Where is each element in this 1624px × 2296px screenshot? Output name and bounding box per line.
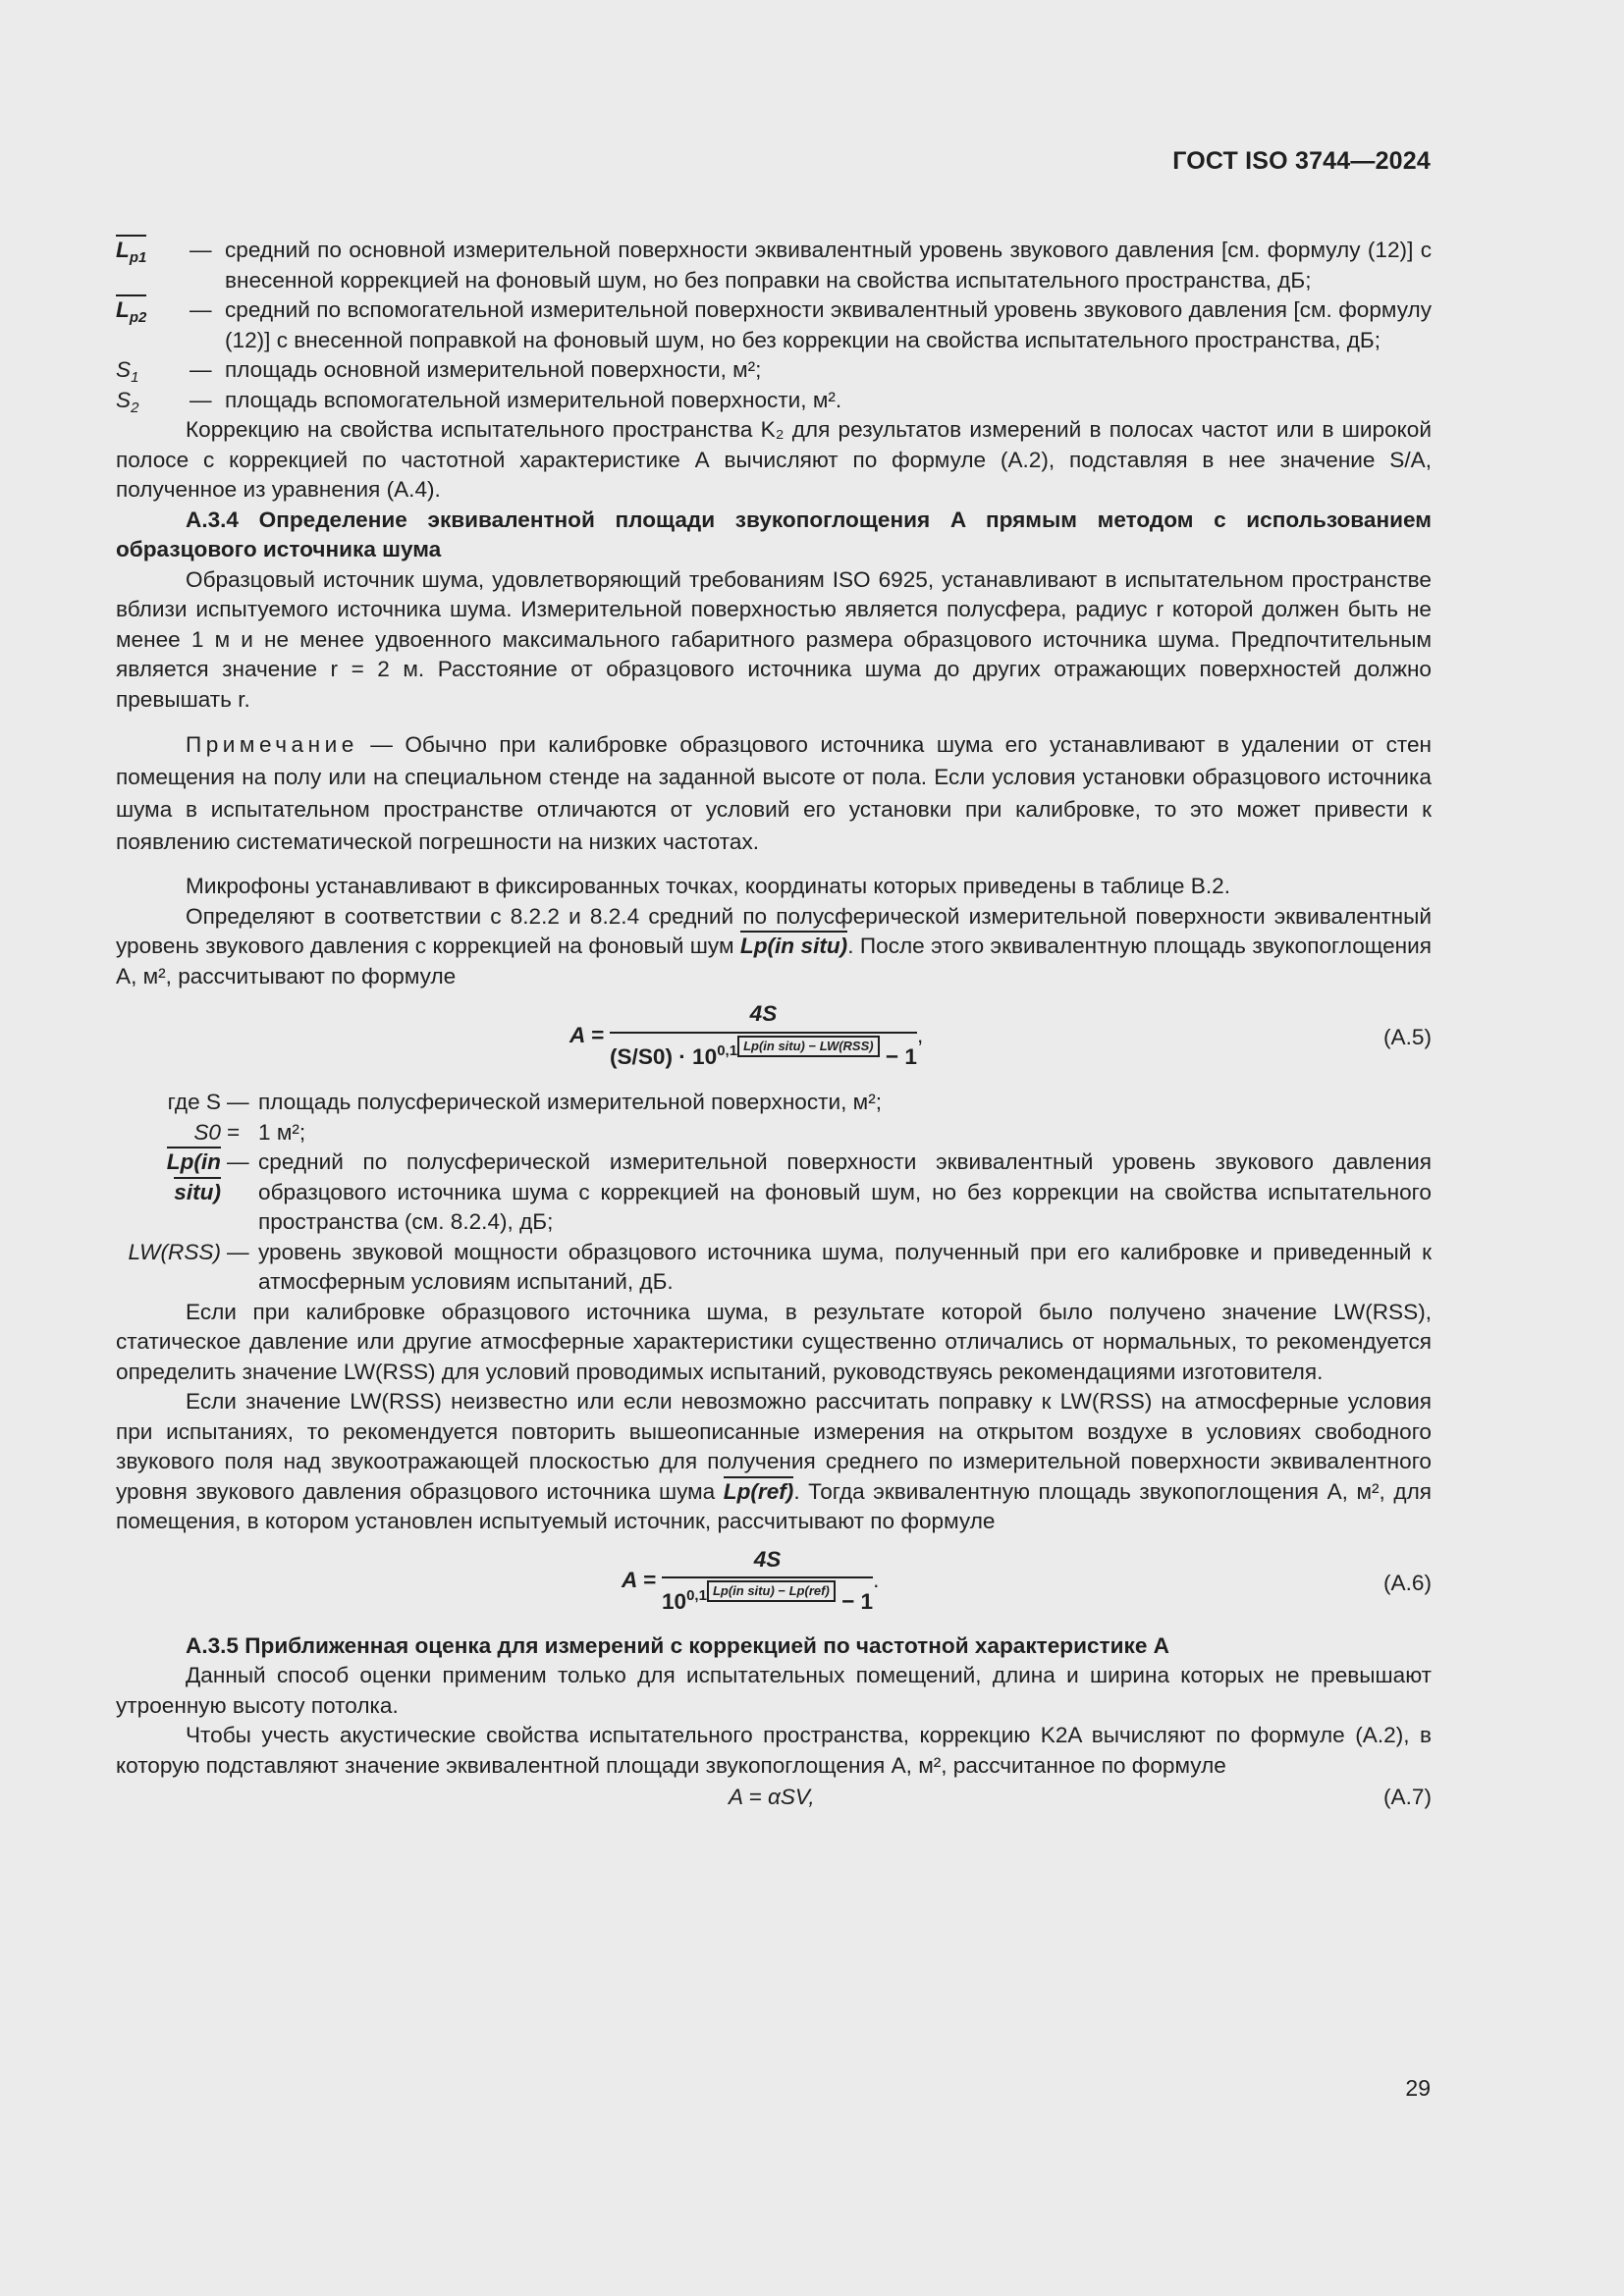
paragraph: Образцовый источник шума, удовлетворяющий требованиям ISO 6925, устанавливают в испытательном пространстве вблизи испытуемого источника шума. Измерительной поверхностью является полусфера, радиус r которой должен быть не менее 1 м и не менее удвоенного максимального габаритного размера образцового источника шума. Предпочтительным является значение r = 2 м. Расстояние от образцового источника шума до других отражающих поверхностей должно превышать r. (116, 566, 1432, 712)
paragraph: Определяют в соответствии с 8.2.2 и 8.2.4 средний по полусферической измерительной поверхности эквивалентный уровень звукового давления с коррекцией на фоновый шум Lp(in situ). После этого эквивалентную площадь звукопоглощения A, м², рассчитывают по формуле (116, 903, 1432, 988)
definition-row: S0 = 1 м²; (116, 1118, 1432, 1148)
symbol: Lp(in situ) (740, 931, 847, 958)
definition-text: площадь вспомогательной измерительной поверхности, м². (225, 387, 842, 412)
symbol: $S_2$ (116, 387, 139, 416)
symbol: $L_{p2}$ (116, 295, 189, 355)
section-heading: А.3.4 Определение эквивалентной площади звукопоглощения A прямым методом с использованием образцового источника шума (116, 507, 1432, 561)
note-text: — Обычно при калибровке образцового источника шума его устанавливают в удалении от стен помещения на полу или на специальном стенде на заданной высоте от пола. Если условия установки образцового источника шума в испытательном пространстве отличаются от условий его установки при калибровке, то это может привести к появлению систематической погрешности на низких частотах. (116, 732, 1432, 854)
paragraph: Чтобы учесть акустические свойства испытательного пространства, коррекцию K2A вычисляют по формуле (А.2), в которую подставляют значение эквивалентной площади звукопоглощения A, м², рассчитанное по формуле (116, 1723, 1432, 1778)
page-number: 29 (1405, 2075, 1431, 2101)
formula-number: (А.5) (1383, 1025, 1432, 1049)
page-header: ГОСТ ISO 3744—2024 (1172, 147, 1431, 175)
symbol: где S (167, 1090, 221, 1114)
note (116, 728, 1432, 858)
note-label: Примечание (186, 732, 358, 757)
definition-row: $L_{p2}$ — средний по вспомогательной измерительной поверхности эквивалентный уровень звукового давления [см. формулу (12)] с внесенной поправкой на фоновый шум, но без коррекции на свойства испытательного пространства, дБ; (116, 295, 1432, 355)
symbol: $S_1$ (116, 357, 139, 386)
symbol: Lp(ref) (724, 1476, 794, 1504)
definition-row: где S — площадь полусферической измерительной поверхности, м²; (116, 1088, 1432, 1118)
symbol: LW(RSS) (128, 1239, 221, 1264)
paragraph: Если значение LW(RSS) неизвестно или если невозможно рассчитать поправку к LW(RSS) на атмосферные условия при испытаниях, то рекомендуется повторить вышеописанные измерения на открытом воздухе в условиях свободного звукового поля над звукоотражающей плоскостью для получения среднего по измерительной поверхности эквивалентного уровня звукового давления образцового источника шума Lp(ref). Тогда эквивалентную площадь звукопоглощения A, м², для помещения, в котором установлен испытуемый источник, рассчитывают по формуле (116, 1389, 1432, 1533)
definition-row: Lp(in situ) — средний по полусферической измерительной поверхности эквивалентный уровень звукового давления образцового источника шума с коррекцией на фоновый шум, но без коррекции на свойства испытательного пространства (см. 8.2.4), дБ; (116, 1148, 1432, 1238)
page-content (116, 236, 1432, 1816)
formula-number: (А.6) (1383, 1570, 1432, 1595)
formula-number: (А.7) (1383, 1785, 1432, 1809)
formula-a5: A = $\frac{4S}{(S/S0) \cdot 10^{0,1} Lp(in situ) - LW(RSS) - 1}$ , (А.5) (569, 1001, 1432, 1069)
paragraph: Коррекцию на свойства испытательного пространства K₂ для результатов измерений в полосах частот или в широкой полосе с коррекцией по частотной характеристике А вычисляют по формуле (А.2), подставляя в нее значение S/A, полученное из уравнения (А.4). (116, 417, 1432, 502)
paragraph: Микрофоны устанавливают в фиксированных точках, координаты которых приведены в таблице В.2. (186, 874, 1230, 898)
formula-a7: A = αSV, (А.7) (116, 1783, 1432, 1814)
definition-text: средний по основной измерительной поверхности эквивалентный уровень звукового давления [см. формулу (12)] с внесенной коррекцией на фоновый шум, но без поправки на свойства испытательного пространства, дБ; (225, 238, 1432, 293)
symbol: S0 (193, 1119, 221, 1145)
definition-row: $L_{p1}$ — средний по основной измерительной поверхности эквивалентный уровень звукового давления [см. формулу (12)] с внесенной коррекцией на фоновый шум, но без поправки на свойства испытательного пространства, дБ; (116, 236, 1432, 295)
formula-a6: A = $\frac{4S}{10^{0,1} Lp(in situ) - Lp(ref) - 1}$ . (А.6) (622, 1546, 1432, 1614)
definition-text: средний по вспомогательной измерительной поверхности эквивалентный уровень звукового давления [см. формулу (12)] с внесенной поправкой на фоновый шум, но без коррекции на свойства испытательного пространства, дБ; (225, 297, 1432, 352)
definition-text: площадь основной измерительной поверхности, м²; (225, 357, 762, 382)
paragraph: Если при калибровке образцового источника шума, в результате которой было получено значение LW(RSS), статическое давление или другие атмосферные характеристики существенно отличались от нормальных, то рекомендуется определить значение LW(RSS) для условий проводимых испытаний, руководствуясь рекомендациями изготовителя. (116, 1299, 1432, 1384)
definition-row: $S_2$ — площадь вспомогательной измерительной поверхности, м². (116, 386, 1432, 416)
symbol: Lp(in situ) (116, 1148, 227, 1238)
paragraph: Данный способ оценки применим только для испытательных помещений, длина и ширина которых не превышают утроенную высоту потолка. (116, 1663, 1432, 1718)
definition-row: $S_1$ — площадь основной измерительной поверхности, м²; (116, 355, 1432, 386)
symbol: $L_{p1}$ (116, 236, 189, 295)
section-heading: А.3.5 Приближенная оценка для измерений с коррекцией по частотной характеристике А (186, 1632, 1169, 1658)
definition-row: LW(RSS) — уровень звуковой мощности образцового источника шума, полученный при его калибровке и приведенный к атмосферным условиям испытаний, дБ. (116, 1238, 1432, 1298)
